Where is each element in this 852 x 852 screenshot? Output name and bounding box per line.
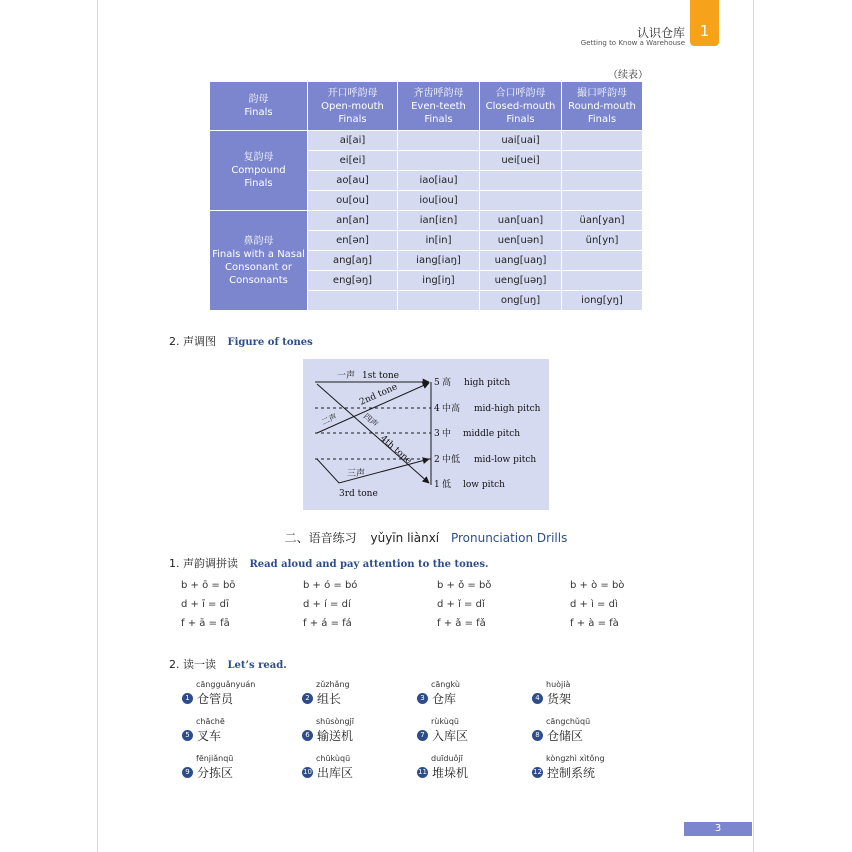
table-cell <box>398 131 480 151</box>
section-number: 1. <box>169 557 180 570</box>
vocab-pinyin: chāchē <box>196 717 225 726</box>
vocab-pinyin: zǔzhǎng <box>316 680 350 689</box>
tone-3-label: 三声 <box>347 469 366 479</box>
header-closed-mouth <box>480 82 562 131</box>
section-heading-lets-read <box>169 656 287 672</box>
level-4-en: mid-high pitch <box>474 404 541 414</box>
header-zh: 合口呼韵母 <box>495 87 546 99</box>
header-en: Closed-mouth <box>485 100 556 112</box>
tone-diagram <box>303 359 549 510</box>
drill-item: b + ò = bò <box>570 580 625 591</box>
vocab-pinyin: duīduǒjī <box>431 754 463 763</box>
vocab-number-badge: 8 <box>532 730 543 741</box>
vocab-pinyin: fēnjiǎnqū <box>196 754 234 763</box>
vocab-number-badge: 7 <box>417 730 428 741</box>
drill-item: d + ǐ = dǐ <box>437 599 485 610</box>
drills-title-en: Pronunciation Drills <box>450 531 568 545</box>
level-1-num: 1 <box>434 480 440 490</box>
section-title-en: Read aloud and pay attention to the tones. <box>249 559 489 570</box>
drill-item: b + ǒ = bǒ <box>437 580 492 591</box>
group-zh: 鼻韵母 <box>243 235 274 247</box>
level-1-zh: 低 <box>442 480 452 490</box>
vocab-pinyin: cāngchǔqū <box>546 717 591 726</box>
table-cell: ian[iɛn] <box>398 211 480 231</box>
vocab-number-badge: 5 <box>182 730 193 741</box>
drills-section-title <box>0 529 852 546</box>
vocab-number-badge: 12 <box>533 768 542 776</box>
drill-item: b + ó = bó <box>303 580 358 591</box>
group-en: Consonant or <box>225 261 292 273</box>
header-round-mouth <box>562 82 643 131</box>
table-cell: ing[iŋ] <box>398 271 480 291</box>
page-number: 3 <box>684 822 752 836</box>
header-en: Open-mouth <box>321 100 384 112</box>
vocab-pinyin: rùkùqū <box>431 717 459 726</box>
drill-item: d + í = dí <box>303 599 351 610</box>
level-2-zh: 中低 <box>442 455 461 465</box>
vocab-number-badge: 2 <box>302 693 313 704</box>
vocab-pinyin: kòngzhì xìtǒng <box>546 754 605 763</box>
tone-1-label: 一声 <box>337 371 356 381</box>
vocab-pinyin: cāngkù <box>431 680 460 689</box>
vocab-pinyin: chūkùqū <box>316 754 351 763</box>
level-3-zh: 中 <box>442 429 452 439</box>
header-finals <box>210 82 308 131</box>
header-en: Round-mouth <box>568 100 636 112</box>
section-number: 2. <box>169 658 180 671</box>
section-title-en: Figure of tones <box>227 337 313 348</box>
table-cell: ei[ei] <box>308 151 398 171</box>
header-zh: 韵母 <box>248 94 269 105</box>
drills-title-zh: 二、语音练习 <box>284 531 357 545</box>
table-cell: uai[uai] <box>480 131 562 151</box>
vocab-characters: 组长 <box>317 692 342 706</box>
table-cell: en[ən] <box>308 231 398 251</box>
tone-1-label-en: 1st tone <box>362 371 399 381</box>
tone-2-label: 二声 <box>320 412 339 427</box>
header-even-teeth <box>398 82 480 131</box>
table-cell: ou[ou] <box>308 191 398 211</box>
level-2-en: mid-low pitch <box>474 455 537 465</box>
level-1-en: low pitch <box>463 480 505 490</box>
table-cell: ai[ai] <box>308 131 398 151</box>
vocab-characters: 输送机 <box>317 729 354 743</box>
table-cell <box>562 251 643 271</box>
level-3-en: middle pitch <box>463 429 521 439</box>
running-header-title: 认识仓库 <box>636 26 685 40</box>
header-en: Finals <box>424 113 453 125</box>
tone-3-line <box>317 459 429 483</box>
vocab-characters: 出库区 <box>317 766 354 780</box>
vocab-characters: 仓库 <box>432 692 457 706</box>
vocab-number-badge: 3 <box>417 693 428 704</box>
vocab-number-badge: 11 <box>418 768 427 776</box>
group-en: Finals <box>244 178 273 189</box>
table-cell: uan[uan] <box>480 211 562 231</box>
group-compound-finals <box>210 131 308 211</box>
vocab-number-badge: 4 <box>532 693 543 704</box>
vocab-pinyin: huòjià <box>546 680 571 689</box>
drill-item: d + ì = dì <box>570 599 618 610</box>
tone-3-label-en: 3rd tone <box>339 489 378 499</box>
vocab-characters: 分拣区 <box>197 766 234 780</box>
group-zh: 复韵母 <box>243 152 274 163</box>
table-cell <box>480 171 562 191</box>
vocab-pinyin: cāngguǎnyuán <box>196 680 256 689</box>
header-zh: 开口呼韵母 <box>327 87 378 99</box>
vocab-number-badge: 6 <box>302 730 313 741</box>
drill-item: f + ā = fā <box>181 618 230 629</box>
table-cell <box>562 131 643 151</box>
tone-2-label-en: 2nd tone <box>358 382 400 408</box>
table-cell <box>562 191 643 211</box>
table-cell <box>562 171 643 191</box>
group-en: Finals with a Nasal <box>212 248 305 260</box>
drills-title-pinyin: yǔyīn liànxí <box>370 531 440 545</box>
table-cell: eng[əŋ] <box>308 271 398 291</box>
table-cell: an[an] <box>308 211 398 231</box>
tone-4-label-en: 4th tone <box>378 433 414 467</box>
tone-4-label: 四声 <box>361 411 380 430</box>
header-en: Even-teeth <box>411 100 466 112</box>
vocab-number-badge: 9 <box>182 767 193 778</box>
table-cell: uang[uaŋ] <box>480 251 562 271</box>
running-header-subtitle: Getting to Know a Warehouse <box>580 39 685 47</box>
header-zh: 撮口呼韵母 <box>577 87 627 99</box>
section-number: 2. <box>169 335 180 348</box>
vocab-characters: 仓储区 <box>547 729 584 743</box>
vocab-characters: 入库区 <box>432 729 469 743</box>
tone-figure <box>303 359 549 510</box>
table-cell <box>480 191 562 211</box>
table-cell: in[in] <box>398 231 480 251</box>
group-nasal-finals <box>210 211 308 311</box>
vocab-pinyin: shūsòngjī <box>316 717 354 726</box>
header-en: Finals <box>338 113 367 125</box>
level-4-num: 4 <box>434 404 440 414</box>
header-en: Finals <box>506 113 535 125</box>
section-title-en: Let’s read. <box>227 660 287 671</box>
table-continued-label: （续表） <box>608 70 648 81</box>
table-cell <box>562 271 643 291</box>
level-5-num: 5 <box>434 378 440 388</box>
vocab-number-badge: 10 <box>303 768 312 776</box>
table-cell: iang[iaŋ] <box>398 251 480 271</box>
level-2-num: 2 <box>434 455 440 465</box>
table-cell: iao[iau] <box>398 171 480 191</box>
section-title-zh: 读一读 <box>183 658 216 671</box>
level-3-num: 3 <box>434 429 440 439</box>
table-cell: ang[aŋ] <box>308 251 398 271</box>
header-zh: 齐齿呼韵母 <box>413 87 464 99</box>
table-cell: uei[uei] <box>480 151 562 171</box>
table-cell <box>308 291 398 311</box>
table-cell <box>398 151 480 171</box>
table-cell: iou[iou] <box>398 191 480 211</box>
drill-item: f + à = fà <box>570 618 619 629</box>
vocab-characters: 叉车 <box>197 729 222 743</box>
table-cell: ong[uŋ] <box>480 291 562 311</box>
level-5-en: high pitch <box>464 378 511 388</box>
table-cell: ün[yn] <box>562 231 643 251</box>
vocab-characters: 货架 <box>547 692 572 706</box>
drill-item: d + ī = dī <box>181 599 229 610</box>
group-en: Compound <box>231 165 286 176</box>
table-cell: iong[yŋ] <box>562 291 643 311</box>
table-cell <box>398 291 480 311</box>
vocab-number-badge: 1 <box>182 693 193 704</box>
section-heading-read-aloud <box>169 555 489 571</box>
section-title-zh: 声韵调拼读 <box>183 557 238 570</box>
drill-item: b + ō = bō <box>181 580 236 591</box>
drill-item: f + á = fá <box>303 618 352 629</box>
section-title-zh: 声调图 <box>183 335 216 348</box>
drill-item: f + ǎ = fǎ <box>437 618 486 629</box>
table-cell <box>562 151 643 171</box>
finals-table <box>209 81 643 311</box>
vocab-characters: 控制系统 <box>547 766 596 780</box>
header-en: Finals <box>587 113 617 125</box>
level-4-zh: 中高 <box>442 404 461 414</box>
table-cell: üan[yan] <box>562 211 643 231</box>
table-cell: ueng[uəŋ] <box>480 271 562 291</box>
level-5-zh: 高 <box>442 378 452 388</box>
vocab-characters: 仓管员 <box>197 692 234 706</box>
group-en: Consonants <box>229 274 288 286</box>
table-cell: uen[uən] <box>480 231 562 251</box>
section-heading-tones <box>169 333 313 349</box>
header-en: Finals <box>244 107 273 118</box>
vocab-characters: 堆垛机 <box>432 766 469 780</box>
chapter-badge: 1 <box>690 0 719 46</box>
table-cell: ao[au] <box>308 171 398 191</box>
header-open-mouth <box>308 82 398 131</box>
